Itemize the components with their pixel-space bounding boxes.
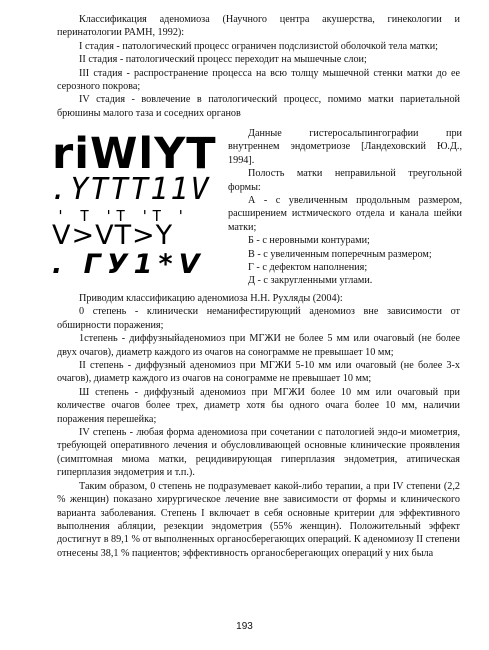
adenomyosis-classification-1992 — [57, 13, 460, 120]
paragraph: II стадия - патологический процесс переходит на мышечные слои; — [79, 54, 367, 66]
paragraph: I стадия - патологический процесс ограничен подслизистой оболочкой тела матки; — [79, 40, 439, 52]
cavity-intro: Полость матки неправильной треугольной формы: — [228, 168, 462, 193]
cavity-item: Д - с закругленными углами. — [248, 275, 373, 287]
paragraph: 0 степень - клинически неманифестирующий аденомиоз вне зависимости от обширности поражения; — [57, 306, 460, 331]
paragraph: Классификация аденомиоза (Научного центра акушерства, гинекологии и перинатологии РАМН, 1992): — [57, 14, 460, 39]
paragraph: IV стадия - вовлечение в патологический процесс, помимо матки париетальной брюшины малого таза и соседних органов — [57, 94, 460, 119]
paragraph: III стадия - распространение процесса на всю толщу мышечной стенки матки до ее серозного покрова; — [57, 67, 460, 93]
adenomyosis-classification-2004 — [57, 292, 460, 560]
page-number: 193 — [236, 621, 253, 632]
cavity-item: А - с увеличенным продольным размером, расширением истмического отдела и канала шейки матки; — [228, 195, 462, 233]
paragraph: IV степень - любая форма аденомиоза при сочетании с патологией эндо-и миометрия, требующей оперативного лечения и обусловливающей основные клинические проявления (симптомная миома матки, рецидивирующая гиперплазия эндометрия, атипическая гиперплазия эндометрия и т.п.). — [57, 427, 460, 479]
figure-caption: Данные гистеросальпингографии при внутреннем эндометриозе [Ландеховский Ю.Д., 1994]. — [228, 128, 462, 166]
cavity-item: Б - с неровными контурами; — [248, 235, 370, 247]
paragraph: II степень - диффузный аденомиоз при МГЖИ 5-10 мм или очаговый (не более 3-х очагов), диаметр каждого из очагов на сонограмме не превышает 10 мм; — [57, 360, 460, 385]
paragraph: Приводим классификацию аденомиоза Н.Н. Рухляды (2004): — [79, 293, 343, 304]
figure-glyph-row: . ГУ1*V — [52, 249, 206, 280]
figure-description — [228, 127, 462, 288]
paragraph: Таким образом, 0 степень не подразумевает какой-либо терапии, а при IV степени (2,2 % женщин) показано хирургическое лечение вне зависимости от формы и клинического варианта заболевания. Степень I включает в себя основные критерии для эффективного выполнения абляции, резекции эндометрия (55% женщин). Положительный эффект достигнут в 89,1 % от выполненных органосберегающих операций. К аденомиозу II степени отнесены 38,1 % пациентов; эффективность органосберегающих операций у них была — [57, 480, 460, 559]
cavity-item: Г - с дефектом наполнения; — [248, 262, 368, 274]
paragraph: Ш степень - диффузный аденомиоз при МГЖИ более 10 мм или очаговый при количестве очагов более трех, диаметр хотя бы одного очага более 10 мм, наличии поражения перешейка; — [57, 386, 460, 425]
figure-glyph-row: ' T 'T 'T ' — [56, 207, 189, 225]
cavity-item: В - с увеличенным поперечным размером; — [248, 248, 432, 260]
hysterosalpingography-figure — [48, 128, 226, 288]
paragraph: 1степень - диффузныйаденомиоз при МГЖИ не более 5 мм или очаговый (не более двух очагов), диаметр каждого из очагов на сонограмме не превышает 10 мм; — [57, 333, 460, 358]
figure-glyph-row: .YTTT11V — [50, 172, 211, 207]
figure-glyph-row: V>VT>Y — [52, 220, 174, 251]
figure-glyph-row: riWlYT — [52, 129, 217, 179]
